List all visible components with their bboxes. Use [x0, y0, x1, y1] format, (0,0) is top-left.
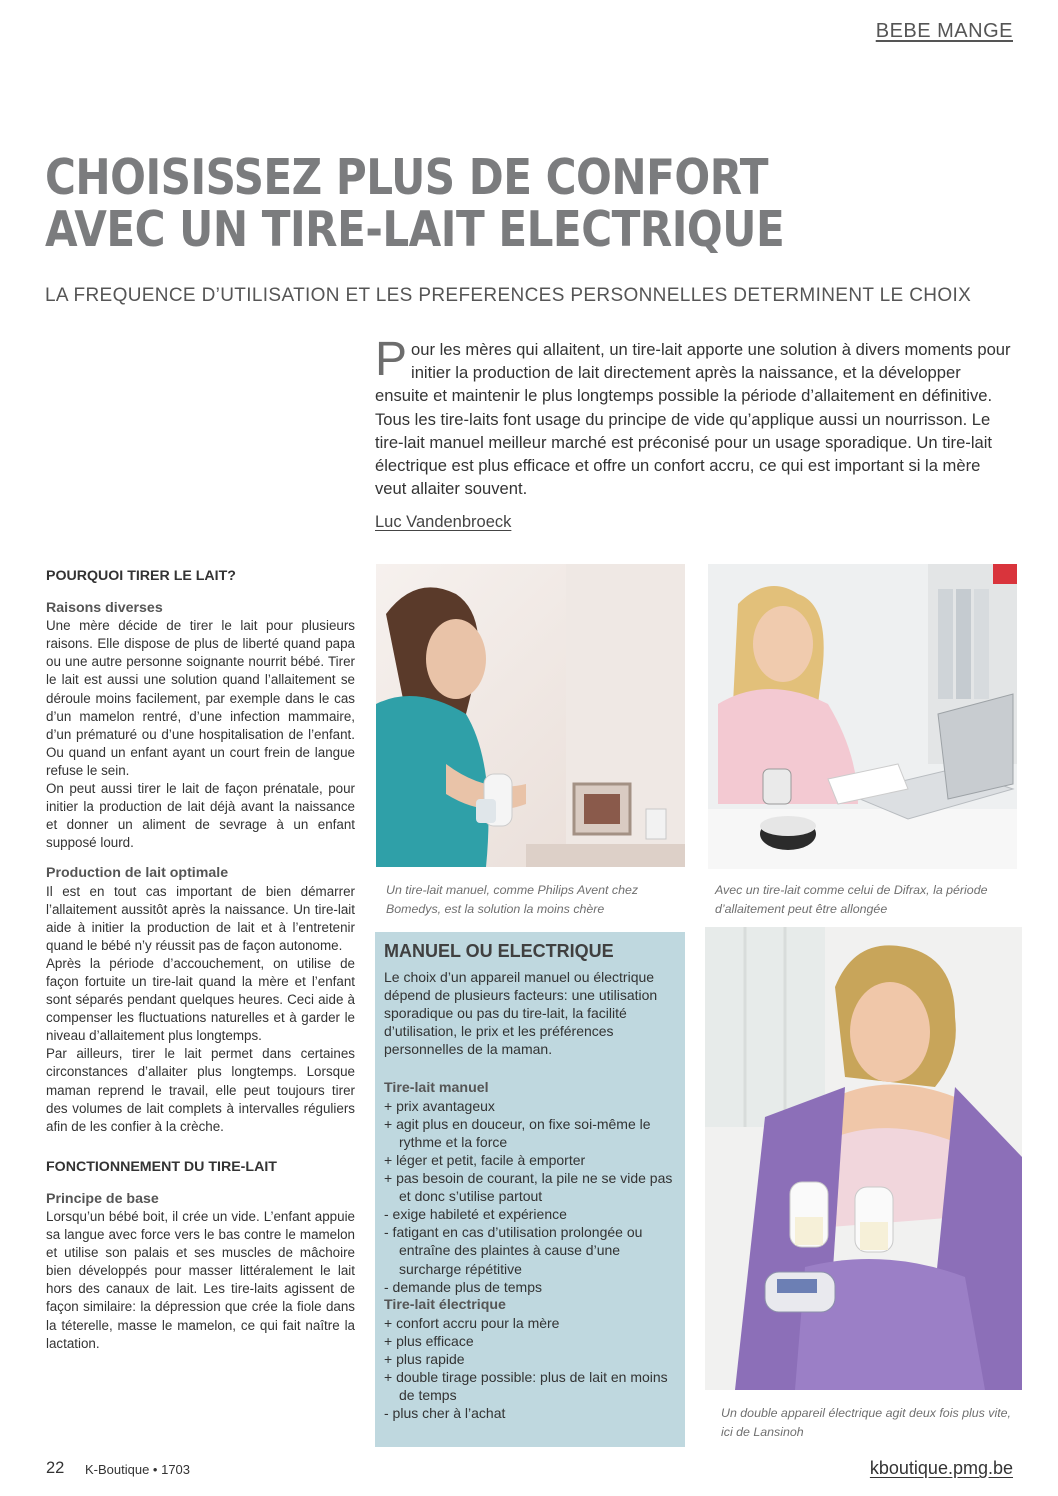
body-paragraph: Par ailleurs, tirer le lait permet dans certaines circonstances d’allaiter plus longtemps. Lorsque maman reprend le travail, elle peut toujours tirer des volumes de lait complets à intervalles réguliers afin de les confier à la crèche.	[46, 1046, 355, 1134]
comparison-box	[375, 932, 685, 1447]
body-paragraph: Il est en tout cas important de bien démarrer l’allaitement aussitôt après la naissance. Un tire-lait aide à initier la production de lait et à l’entretenir quand le bébé n’y réussit pas de façon autonome.	[46, 883, 355, 953]
box-subheading: Tire-lait manuel	[384, 1079, 489, 1096]
list-item: + double tirage possible: plus de lait en moins de temps	[384, 1369, 668, 1404]
article-title-line: CHOISISSEZ PLUS DE CONFORT	[45, 149, 768, 206]
subsection-heading: Production de lait optimale	[46, 865, 229, 882]
list-item: + confort accru pour la mère	[384, 1314, 560, 1331]
list-item: - plus cher à l’achat	[384, 1405, 506, 1422]
body-paragraph: Après la période d’accouchement, on utilise de façon fortuite un tire-lait quand la mère et l’enfant sont séparés pendant quelques heures. Ceci aide à compenser les fluctuations naturelles et à garder le niveau d’allaitement plus longtemps.	[46, 955, 355, 1044]
body-paragraph: Une mère décide de tirer le lait pour plusieurs raisons. Elle dispose de plus de liberté quand papa ou une autre personne soignante nourrit bébé. Tirer le lait est aussi une solution quand l’allaitement se déroule moins facilement, par exemple dans le cas d’un mamelon rentré, d’une infection mammaire, d’un prématuré ou d’une hospitalisation de l’enfant. Ou quand un enfant ayant un court frein de langue refuse le sein.	[46, 618, 355, 778]
box-subheading: Tire-lait électrique	[384, 1296, 506, 1313]
body-column	[46, 567, 355, 1353]
list-item: + prix avantageux	[384, 1097, 495, 1114]
box-intro: Le choix d’un appareil manuel ou électrique dépend de plusieurs facteurs: une utilisation sporadique ou pas du tire-lait, la facilité d’utilisation, le prix et les préférences personnelles de la maman.	[384, 969, 658, 1058]
author-name: Luc Vandenbroeck	[375, 513, 512, 531]
photo-caption: Avec un tire-lait comme celui de Difrax, la période d’allaitement peut être allongée	[715, 883, 988, 916]
photo-caption: Un double appareil électrique agit deux fois plus vite, ici de Lansinoh	[721, 1406, 1011, 1439]
photo-double-pump	[705, 927, 1022, 1390]
lead-text: our les mères qui allaitent, un tire-lait apporte une solution à divers moments pour initier la production de lait directement après la naissance, et la développer ensuite et maintenir le plus longtemps possible la période d’allaitement en définitive. Tous les tire-laits font usage du principe de vide qu’applique aussi un nourrisson. Le tire-lait manuel meilleur marché est préconisé pour un usage sporadique. Un tire-lait électrique est plus efficace et offre un confort accru, ce qui est important si la mère veut allaiter souvent.	[375, 340, 1011, 499]
article-title-line: AVEC UN TIRE-LAIT ELECTRIQUE	[45, 201, 785, 258]
body-paragraph: Lorsqu’un bébé boit, il crée un vide. L’enfant appuie sa langue avec force vers le bas contre le mamelon et utilise son palais et ses muscles de mâchoire bien développés pour masser littéralement le lait hors des canaux de lait. Les tire-laits agissent de façon similaire: la dépression que crée la fiole dans la téterelle, masse le mamelon, ce qui fait naître la lactation.	[46, 1209, 355, 1351]
box-title: MANUEL OU ELECTRIQUE	[384, 941, 614, 961]
photo-desk-pump	[708, 564, 1017, 869]
magazine-issue: K-Boutique • 1703	[85, 1462, 191, 1477]
list-item: + plus efficace	[384, 1332, 474, 1349]
website-link[interactable]: kboutique.pmg.be	[869, 1458, 1013, 1478]
list-item: - exige habileté et expérience	[384, 1206, 567, 1223]
subsection-heading: Principe de base	[46, 1190, 159, 1207]
list-item: - fatigant en cas d’utilisation prolongée ou entraîne des plaintes à cause d’une surcharge répétitive	[384, 1224, 643, 1277]
article-title	[45, 149, 819, 258]
list-item: - demande plus de temps	[384, 1278, 542, 1295]
list-item: + pas besoin de courant, la pile ne se vide pas et donc s’utilise partout	[384, 1170, 673, 1205]
article-subtitle: LA FREQUENCE D’UTILISATION ET LES PREFERENCES PERSONNELLES DETERMINENT LE CHOIX	[45, 285, 972, 306]
list-item: + plus rapide	[384, 1350, 465, 1367]
subsection-heading: Raisons diverses	[46, 600, 163, 617]
section-tag: BEBE MANGE	[875, 20, 1013, 42]
page-number: 22	[46, 1459, 65, 1477]
body-paragraph: On peut aussi tirer le lait de façon prénatale, pour initier la production de lait déjà avant la naissance et donner un aliment de sevrage à un enfant supposé lourd.	[46, 781, 355, 851]
section-heading: FONCTIONNEMENT DU TIRE-LAIT	[46, 1158, 277, 1175]
photo-manual-pump	[376, 564, 685, 867]
photo-caption: Un tire-lait manuel, comme Philips Avent chez Bomedys, est la solution la moins chère	[386, 883, 639, 916]
section-heading: POURQUOI TIRER LE LAIT?	[46, 568, 236, 584]
list-item: + léger et petit, facile à emporter	[384, 1151, 586, 1168]
list-item: + agit plus en douceur, on fixe soi-même le rythme et la force	[384, 1115, 651, 1150]
lead-paragraph	[375, 333, 1015, 500]
drop-cap: P	[375, 333, 408, 386]
